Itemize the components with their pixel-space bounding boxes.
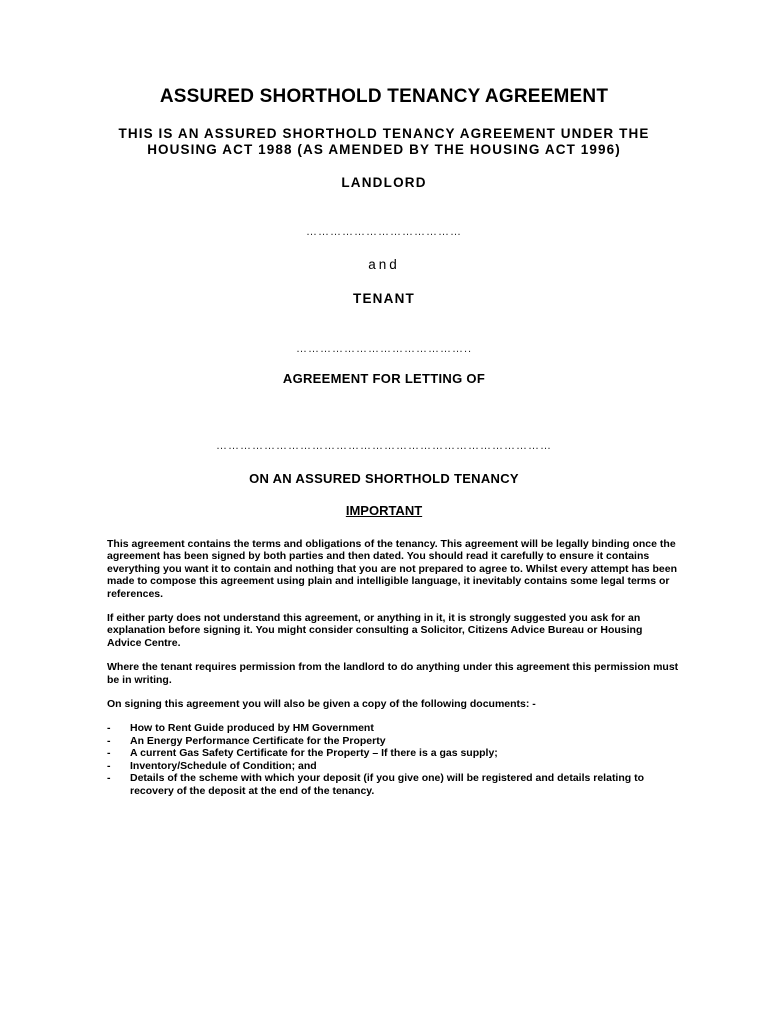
- document-subtitle: [0, 126, 768, 158]
- notice-paragraph: If either party does not understand this agreement, or anything in it, it is strongly suggested you ask for an explanation before signing it. You might consider consulting a Solicitor, Citizens Advice Bureau or Housing Advice Centre.: [107, 612, 643, 649]
- list-dash: -: [107, 772, 111, 785]
- list-item: [107, 747, 679, 759]
- list-item: [107, 760, 679, 772]
- notice-paragraph: This agreement contains the terms and obligations of the tenancy. This agreement will be legally binding once the agreement has been signed by both parties and then dated. You should read it carefully to ensure it contains everything you want it to contain and nothing that you are not prepared to agree to. Whilst every attempt has been made to compose this agreement using plain and intelligible language, it inevitably contains some legal terms or references.: [107, 538, 677, 600]
- notice-paragraph: Where the tenant requires permission from the landlord to do anything under this agreement this permission must be in writing.: [107, 661, 679, 686]
- important-heading: IMPORTANT: [345, 503, 423, 518]
- tenancy-type-label: ON AN ASSURED SHORTHOLD TENANCY: [249, 471, 519, 486]
- list-dash: -: [107, 722, 111, 735]
- list-item: [107, 772, 679, 797]
- list-item-text: A current Gas Safety Certificate for the Property – If there is a gas supply;: [130, 747, 498, 760]
- documents-list: [107, 722, 679, 796]
- list-item-text: An Energy Performance Certificate for the Property: [130, 734, 386, 747]
- list-dash: -: [107, 734, 111, 747]
- list-item: [107, 722, 679, 734]
- landlord-label: LANDLORD: [341, 175, 427, 190]
- and-label: and: [368, 257, 400, 272]
- list-dash: -: [107, 747, 111, 760]
- tenant-name-blank: ……………………………………..: [295, 343, 473, 355]
- subtitle-line-2: HOUSING ACT 1988 (AS AMENDED BY THE HOUSING ACT 1996): [147, 142, 621, 157]
- list-dash: -: [107, 759, 111, 772]
- notice-paragraph: On signing this agreement you will also be given a copy of the following documents: -: [107, 698, 536, 711]
- letting-label: AGREEMENT FOR LETTING OF: [282, 371, 486, 386]
- list-item-text: How to Rent Guide produced by HM Government: [130, 722, 374, 735]
- subtitle-line-1: THIS IS AN ASSURED SHORTHOLD TENANCY AGREEMENT UNDER THE: [118, 126, 650, 141]
- document-title: ASSURED SHORTHOLD TENANCY AGREEMENT: [159, 86, 609, 107]
- list-item: [107, 735, 679, 747]
- list-item-text: Details of the scheme with which your deposit (if you give one) will be registered and details relating to recovery of the deposit at the end of the tenancy.: [130, 772, 645, 797]
- landlord-name-blank: …………………………………: [306, 226, 462, 238]
- tenant-label: TENANT: [353, 291, 415, 306]
- list-item-text: Inventory/Schedule of Condition; and: [130, 759, 317, 772]
- property-address-blank: …………………………………………………………………………: [216, 440, 552, 452]
- important-notes: [107, 538, 679, 797]
